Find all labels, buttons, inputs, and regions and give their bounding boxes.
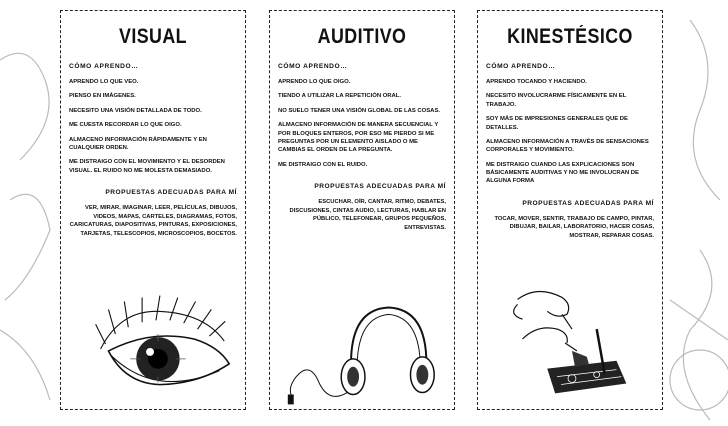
card-title: KINESTÉSICO — [507, 25, 633, 48]
how-i-learn-heading: CÓMO APRENDO… — [486, 63, 556, 70]
learn-item: NECESITO INVOLUCRARME FÍSICAMENTE EN EL TRABAJO. — [486, 93, 627, 108]
proposals-heading: PROPUESTAS ADECUADAS PARA MÍ — [105, 189, 237, 196]
learn-item: APRENDO LO QUE OIGO. — [278, 79, 351, 85]
proposals-text: TOCAR, MOVER, SENTIR, TRABAJO DE CAMPO, PINTAR, DIBUJAR, BAILAR, LABORATORIO, HACER COSAS, MOSTRAR, REPARAR COSAS. — [494, 215, 654, 240]
how-i-learn-heading: CÓMO APRENDO… — [69, 63, 139, 70]
learn-item: ME DISTRAIGO CON EL RUIDO. — [278, 161, 368, 168]
learn-item: ME CUESTA RECORDAR LO QUE OIGO. — [69, 122, 182, 129]
learn-item: NO SUELO TENER UNA VISIÓN GLOBAL DE LAS COSAS. — [278, 107, 441, 114]
card-title: VISUAL — [118, 25, 187, 48]
learn-item: ME DISTRAIGO CON EL MOVIMIENTO Y EL DESORDEN VISUAL. EL RUIDO NO ME MOLESTA DEMASIADO. — [69, 159, 225, 174]
learn-item: NECESITO UNA VISIÓN DETALLADA DE TODO. — [69, 107, 202, 114]
learn-item: TIENDO A UTILIZAR LA REPETICIÓN ORAL. — [278, 93, 402, 100]
card-auditivo — [269, 10, 455, 410]
proposals-heading: PROPUESTAS ADECUADAS PARA MÍ — [314, 183, 446, 190]
how-i-learn-heading: CÓMO APRENDO… — [278, 63, 348, 70]
card-kinestesico — [477, 10, 663, 410]
learn-item: APRENDO LO QUE VEO. — [69, 79, 139, 85]
learn-item: ALMACENO INFORMACIÓN DE MANERA SECUENCIAL Y POR BLOQUES ENTEROS, POR ESO ME PIERDO SI ME PREGUNTAS POR UN ELEMENTO AISLADO O ME CAMBIAS EL ORDEN DE LA PREGUNTA. — [278, 122, 439, 154]
proposals-text: ESCUCHAR, OÍR, CANTAR, RITMO, DEBATES, DISCUSIONES, CINTAS AUDIO, LECTURAS, HABLAR EN PÚBLICO, TELEFONEAR, GRUPOS PEQUEÑOS, ENTREVISTAS. — [289, 199, 446, 232]
learn-item: SOY MÁS DE IMPRESIONES GENERALES QUE DE DETALLES. — [486, 116, 628, 131]
card-visual — [60, 10, 246, 410]
hands-working-illustration — [478, 269, 662, 409]
learn-item: ALMACENO INFORMACIÓN A TRAVÉS DE SENSACIONES CORPORALES Y MOVIMIENTO. — [486, 138, 649, 154]
proposals-text: VER, MIRAR, IMAGINAR, LEER, PELÍCULAS, DIBUJOS, VIDEOS, MAPAS, CARTELES, DIAGRAMAS, FOTOS, CARICATURAS, DIAPOSITIVAS, PINTURAS, EXPOSICIONES, TARJETAS, TELESCOPIOS, MICROSCOPIOS, BOCETOS. — [69, 205, 237, 238]
headphones-illustration — [270, 289, 454, 409]
learn-item: APRENDO TOCANDO Y HACIENDO. — [486, 79, 587, 85]
proposals-heading: PROPUESTAS ADECUADAS PARA MÍ — [522, 199, 654, 207]
learn-item: PIENSO EN IMÁGENES. — [69, 93, 136, 100]
learn-item: ALMACENO INFORMACIÓN RÁPIDAMENTE Y EN CUALQUIER ORDEN. — [69, 136, 207, 151]
eye-illustration — [61, 289, 245, 409]
card-title: AUDITIVO — [317, 25, 407, 48]
learn-item: ME DISTRAIGO CUANDO LAS EXPLICACIONES SON BÁSICAMENTE AUDITIVAS Y NO ME INVOLUCRAN DE ALGUNA FORMA — [486, 161, 639, 185]
